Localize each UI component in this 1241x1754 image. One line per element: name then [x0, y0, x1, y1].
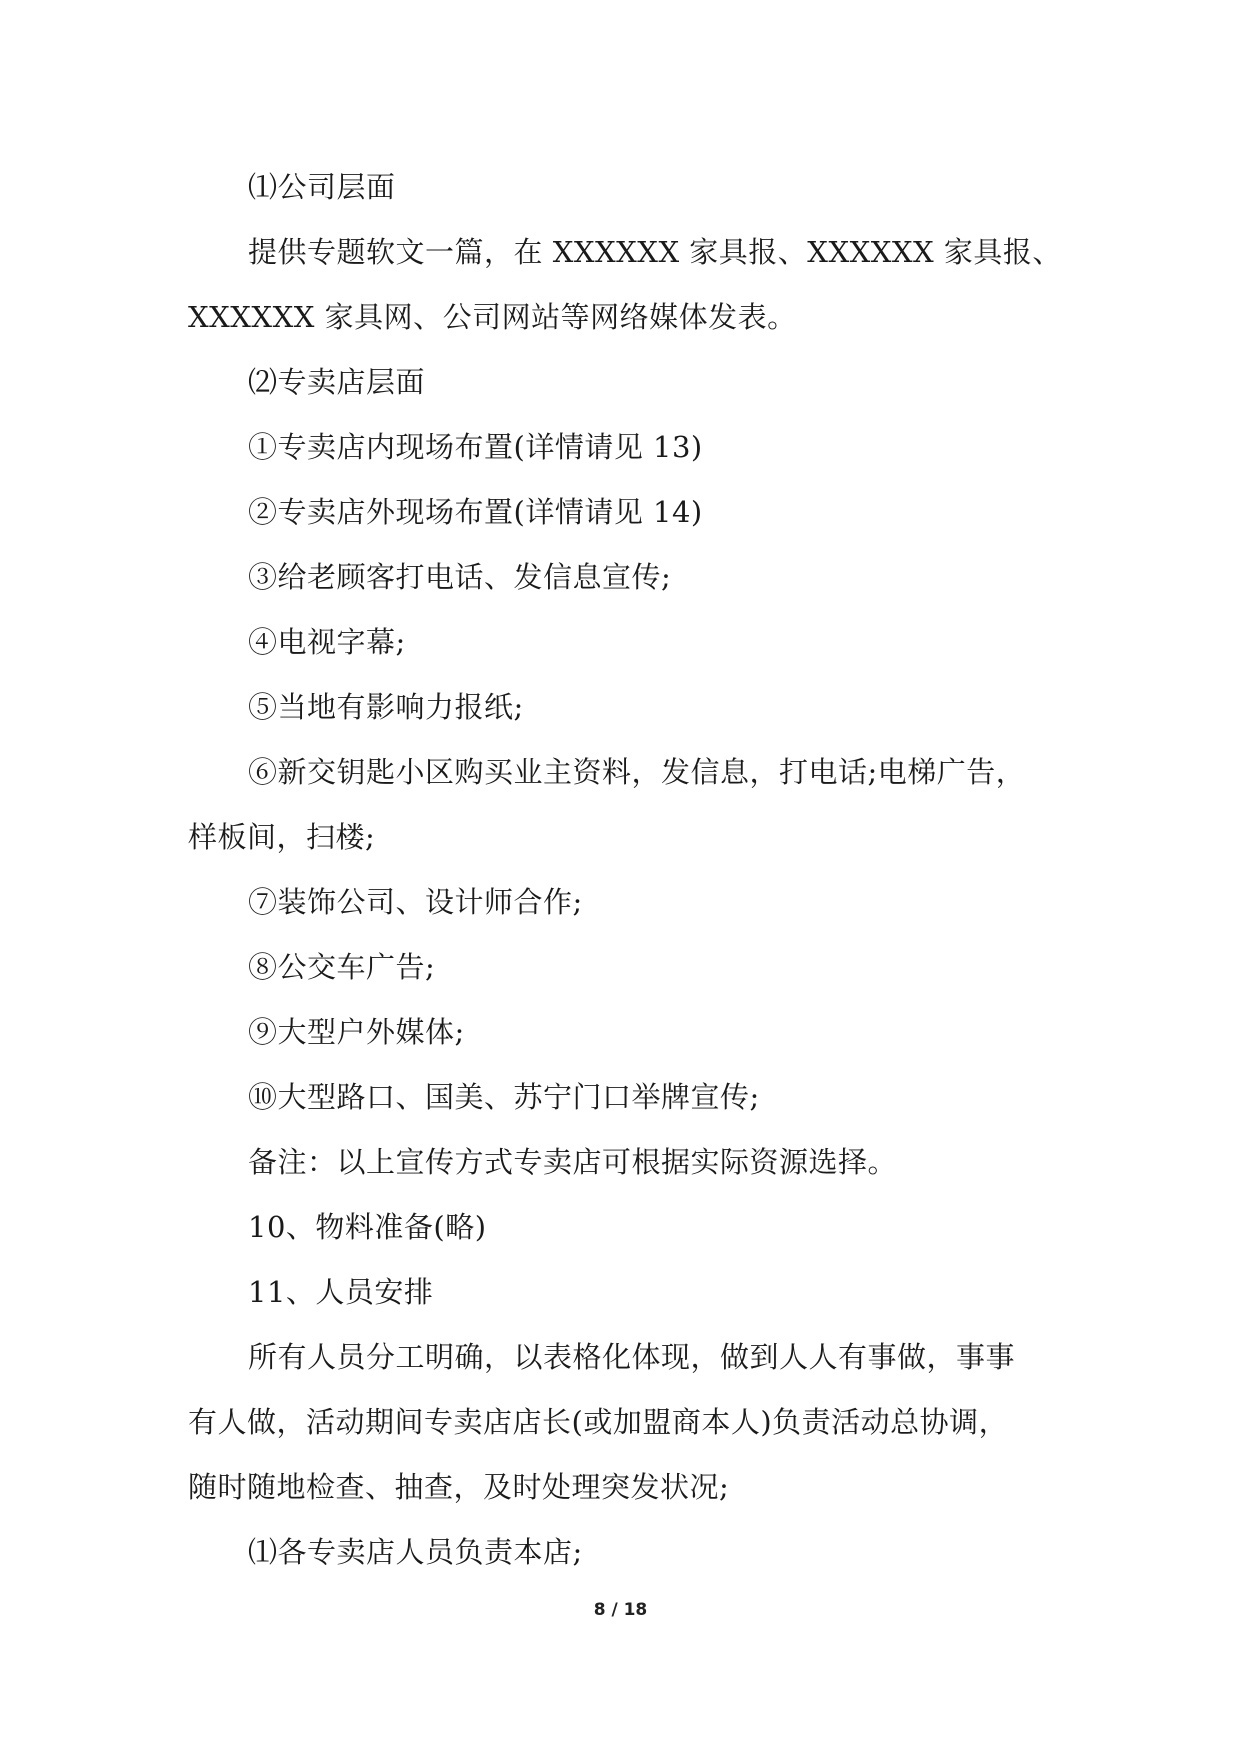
list-item: ⑥新交钥匙小区购买业主资料，发信息，打电话;电梯广告， — [248, 755, 1026, 789]
list-item: ③给老顾客打电话、发信息宣传; — [248, 560, 672, 594]
list-item: ⑤当地有影响力报纸; — [248, 690, 524, 724]
document-body — [188, 155, 1068, 1585]
section-heading-staffing: 11、人员安排 — [248, 1275, 434, 1309]
list-item: ⑨大型户外媒体; — [248, 1015, 465, 1049]
section-heading-company: ⑴公司层面 — [248, 170, 396, 204]
list-item: ④电视字幕; — [248, 625, 406, 659]
list-item-continuation: 样板间，扫楼; — [188, 820, 376, 854]
list-item: ①专卖店内现场布置(详情请见 13) — [248, 430, 703, 464]
list-item: ⑴各专卖店人员负责本店; — [248, 1535, 583, 1569]
paragraph-line: 提供专题软文一篇，在 XXXXXX 家具报、XXXXXX 家具报、 — [248, 235, 1062, 269]
note-line: 备注：以上宣传方式专卖店可根据实际资源选择。 — [248, 1145, 898, 1179]
list-item: ⑦装饰公司、设计师合作; — [248, 885, 583, 919]
paragraph-line: XXXXXX 家具网、公司网站等网络媒体发表。 — [188, 300, 797, 334]
page-number: 8 / 18 — [593, 1600, 648, 1620]
section-heading-materials: 10、物料准备(略) — [248, 1210, 487, 1244]
paragraph-line: 随时随地检查、抽查，及时处理突发状况; — [188, 1470, 730, 1504]
paragraph-line: 有人做，活动期间专卖店店长(或加盟商本人)负责活动总协调， — [188, 1405, 1009, 1439]
section-heading-store: ⑵专卖店层面 — [248, 365, 426, 399]
paragraph-line: 所有人员分工明确，以表格化体现，做到人人有事做，事事 — [248, 1340, 1016, 1374]
list-item: ⑩大型路口、国美、苏宁门口举牌宣传; — [248, 1080, 760, 1114]
list-item: ②专卖店外现场布置(详情请见 14) — [248, 495, 703, 529]
list-item: ⑧公交车广告; — [248, 950, 436, 984]
